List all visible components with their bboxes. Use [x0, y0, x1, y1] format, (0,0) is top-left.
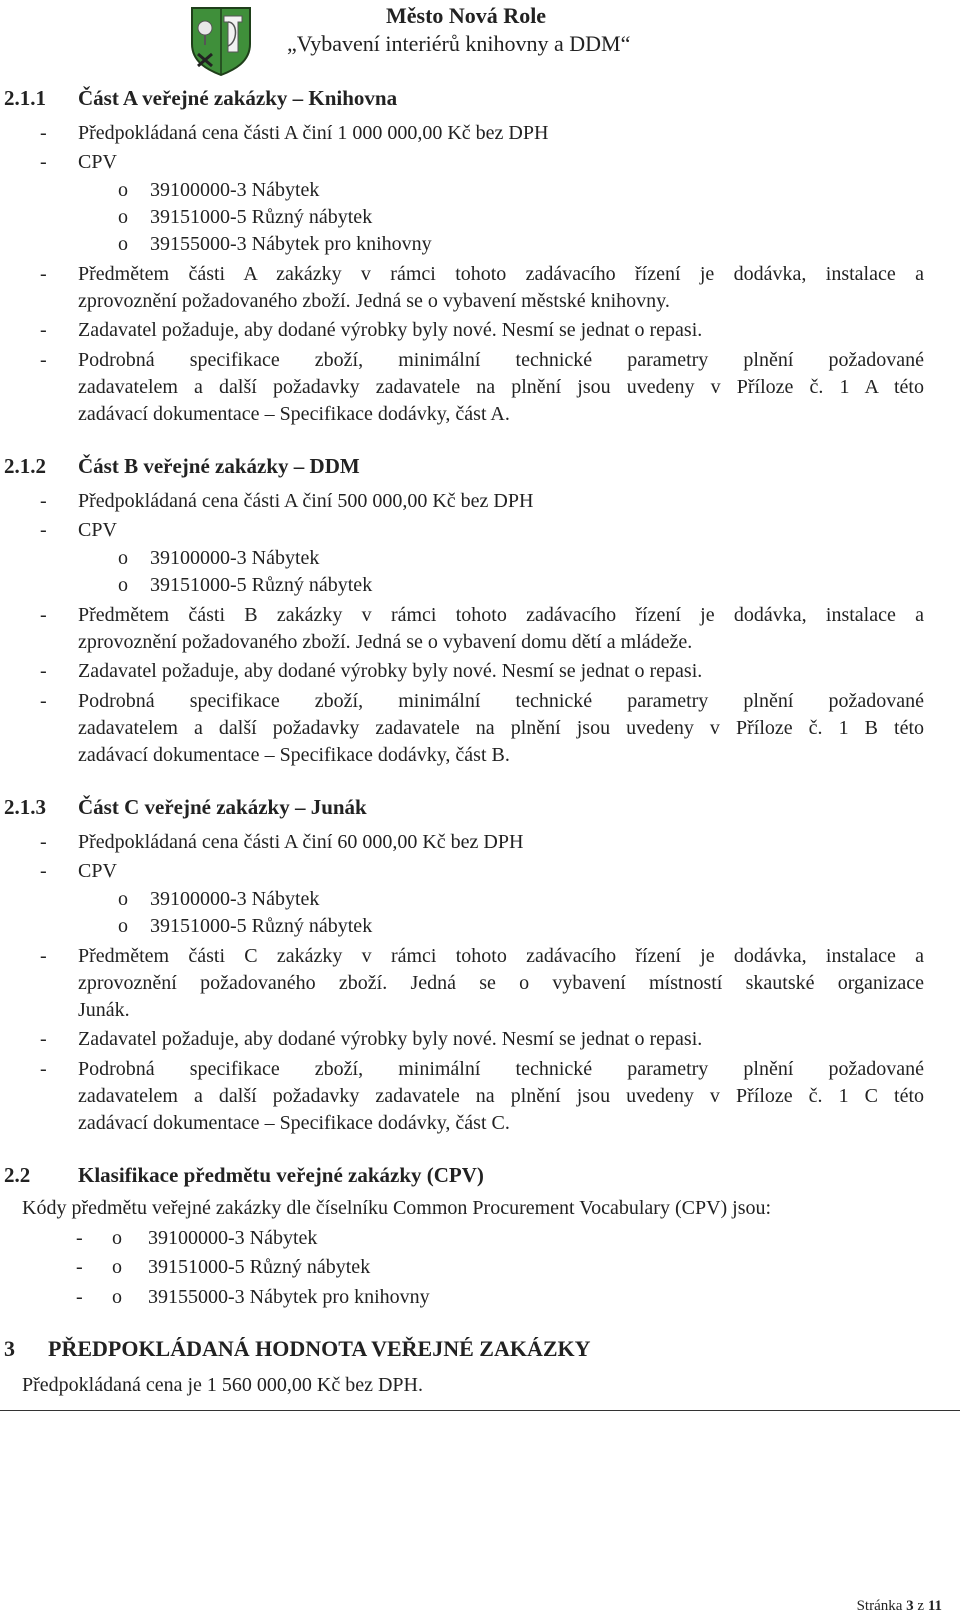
dash-bullet: - [40, 349, 47, 371]
dash-bullet: - [40, 831, 47, 853]
dash-bullet: - [40, 151, 47, 173]
cpv-code: 39100000-3 Nábytek [150, 888, 320, 910]
page-label: Stránka [856, 1598, 903, 1614]
dash-bullet: - [40, 660, 47, 682]
o-bullet: o [112, 1286, 122, 1308]
subject-line: zprovoznění požadovaného zboží. Jedná se o vybavení domu dětí a mládeže. [78, 631, 693, 653]
o-bullet: o [118, 888, 128, 910]
dash-bullet: - [76, 1256, 83, 1278]
subject-line: zprovoznění požadovaného zboží. Jedná se o vybavení místností skautské organizace [78, 972, 924, 994]
dash-bullet: - [76, 1286, 83, 1308]
spec-line: zadavatelem a další požadavky zadavatele na plnění jsou uvedeny v Příloze č. 1 A této [78, 376, 924, 398]
o-bullet: o [112, 1256, 122, 1278]
dash-bullet: - [40, 860, 47, 882]
o-bullet: o [112, 1227, 122, 1249]
o-bullet: o [118, 574, 128, 596]
spec-line: zadávací dokumentace – Specifikace dodávky, část C. [78, 1112, 510, 1134]
spec-line: zadávací dokumentace – Specifikace dodávky, část B. [78, 744, 510, 766]
page-total: 11 [927, 1598, 942, 1614]
cpv-code: 39155000-3 Nábytek pro knihovny [150, 233, 432, 255]
cpv-label: CPV [78, 860, 117, 882]
dash-bullet: - [40, 1028, 47, 1050]
dash-bullet: - [40, 690, 47, 712]
cpv-code: 39151000-5 Různý nábytek [150, 574, 373, 596]
o-bullet: o [118, 206, 128, 228]
spec-line: Podrobná specifikace zboží, minimální technické parametry plnění požadované [78, 349, 924, 371]
dash-bullet: - [76, 1227, 83, 1249]
header-title: Město Nová Role [386, 3, 547, 28]
cpv-code: 39100000-3 Nábytek [150, 547, 320, 569]
heading-rule [0, 1410, 960, 1411]
section-title: Část A veřejné zakázky – Knihovna [78, 86, 398, 110]
spec-line: Podrobná specifikace zboží, minimální technické parametry plnění požadované [78, 1058, 924, 1080]
new-items-line: Zadavatel požaduje, aby dodané výrobky byly nové. Nesmí se jednat o repasi. [78, 319, 703, 341]
cpv-intro: Kódy předmětu veřejné zakázky dle číselníku Common Procurement Vocabulary (CPV) jsou: [22, 1197, 772, 1219]
o-bullet: o [118, 179, 128, 201]
spec-line: zadávací dokumentace – Specifikace dodávky, část A. [78, 403, 510, 425]
section-number: 3 [4, 1336, 15, 1361]
total-price-line: Předpokládaná cena je 1 560 000,00 Kč bez DPH. [22, 1374, 423, 1396]
o-bullet: o [118, 915, 128, 937]
page-number: 3 [906, 1598, 914, 1614]
subject-line: Předmětem části C zakázky v rámci tohoto zadávacího řízení je dodávka, instalace a [78, 945, 924, 967]
cpv-code: 39155000-3 Nábytek pro knihovny [148, 1286, 430, 1308]
header-subtitle: „Vybavení interiérů knihovny a DDM“ [287, 31, 631, 56]
spec-line: zadavatelem a další požadavky zadavatele na plnění jsou uvedeny v Příloze č. 1 C této [78, 1085, 924, 1107]
cpv-code: 39151000-5 Různý nábytek [148, 1256, 371, 1278]
spec-line: zadavatelem a další požadavky zadavatele na plnění jsou uvedeny v Příloze č. 1 B této [78, 717, 924, 739]
page-of: z [917, 1598, 925, 1614]
dash-bullet: - [40, 519, 47, 541]
price-line: Předpokládaná cena části A činí 500 000,00 Kč bez DPH [78, 490, 534, 512]
dash-bullet: - [40, 263, 47, 285]
new-items-line: Zadavatel požaduje, aby dodané výrobky byly nové. Nesmí se jednat o repasi. [78, 1028, 703, 1050]
new-items-line: Zadavatel požaduje, aby dodané výrobky byly nové. Nesmí se jednat o repasi. [78, 660, 703, 682]
dash-bullet: - [40, 319, 47, 341]
section-heading-3 [4, 1336, 15, 1362]
cpv-code: 39151000-5 Různý nábytek [150, 206, 373, 228]
subject-line: zprovoznění požadovaného zboží. Jedná se o vybavení městské knihovny. [78, 290, 670, 312]
section-title: Klasifikace předmětu veřejné zakázky (CPV) [78, 1163, 484, 1187]
section-number: 2.2 [4, 1163, 31, 1187]
subject-line: Předmětem části B zakázky v rámci tohoto zadávacího řízení je dodávka, instalace a [78, 604, 924, 626]
price-line: Předpokládaná cena části A činí 60 000,00 Kč bez DPH [78, 831, 524, 853]
o-bullet: o [118, 233, 128, 255]
dash-bullet: - [40, 604, 47, 626]
section-title: Část B veřejné zakázky – DDM [78, 454, 360, 478]
o-bullet: o [118, 547, 128, 569]
page-footer [857, 1598, 942, 1615]
dash-bullet: - [40, 490, 47, 512]
cpv-label: CPV [78, 519, 117, 541]
subject-line: Junák. [78, 999, 130, 1021]
cpv-label: CPV [78, 151, 117, 173]
price-line: Předpokládaná cena části A činí 1 000 000,00 Kč bez DPH [78, 122, 549, 144]
cpv-code: 39100000-3 Nábytek [148, 1227, 318, 1249]
section-title-3: PŘEDPOKLÁDANÁ HODNOTA VEŘEJNÉ ZAKÁZKY [48, 1336, 591, 1361]
section-number: 2.1.1 [4, 86, 46, 110]
cpv-code: 39100000-3 Nábytek [150, 179, 320, 201]
dash-bullet: - [40, 1058, 47, 1080]
section-number: 2.1.2 [4, 454, 46, 478]
dash-bullet: - [40, 122, 47, 144]
section-number: 2.1.3 [4, 795, 46, 819]
coat-of-arms-logo [190, 6, 252, 76]
subject-line: Předmětem části A zakázky v rámci tohoto zadávacího řízení je dodávka, instalace a [78, 263, 924, 285]
spec-line: Podrobná specifikace zboží, minimální technické parametry plnění požadované [78, 690, 924, 712]
cpv-code: 39151000-5 Různý nábytek [150, 915, 373, 937]
section-title: Část C veřejné zakázky – Junák [78, 795, 367, 819]
dash-bullet: - [40, 945, 47, 967]
